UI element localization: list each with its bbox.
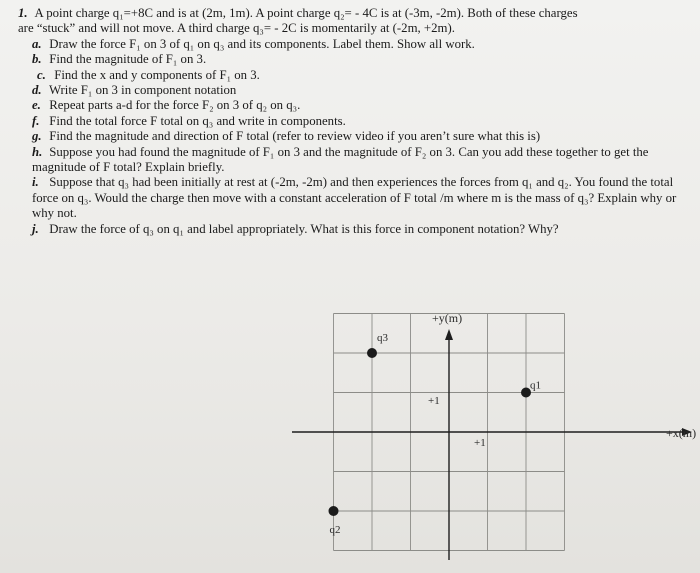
part-label: e. (32, 98, 41, 113)
charge-label-q3: q3 (377, 332, 388, 344)
part-text: Find the x and y components of F₁ on 3. (54, 67, 260, 82)
part-text: Find the magnitude and direction of F total (refer to review video if you aren’t sure what this is) (49, 129, 541, 144)
part-text: Draw the force F₁ on 3 of q₁ on q₃ and its components. Label them. Show all work. (49, 36, 475, 51)
part-text: Find the magnitude of F₁ on 3. (49, 52, 207, 67)
x-tick-label: +1 (474, 437, 486, 449)
part-text: Repeat parts a-d for the force F₂ on 3 of q₂ on q₃. (49, 98, 301, 113)
x-axis-label: +x(m) (666, 426, 697, 440)
part-label: j. (32, 221, 39, 236)
part-label: d. (32, 83, 42, 98)
charge-label-q2: q2 (329, 524, 341, 536)
y-axis-arrow-icon (445, 329, 453, 340)
part-text: Write F₁ on 3 in component notation (48, 83, 237, 98)
charges-layer (329, 332, 542, 536)
part-label: f. (32, 113, 40, 128)
charge-dot-q3 (367, 348, 377, 358)
part-label: c. (37, 67, 46, 82)
y-tick-label: +1 (428, 395, 440, 407)
part-label: a. (32, 36, 42, 51)
part-label: b. (32, 52, 42, 67)
y-axis-label: +y(m) (432, 311, 463, 325)
part-label: i. (32, 175, 39, 190)
charge-label-q1: q1 (530, 379, 541, 392)
part-label: h. (32, 144, 43, 159)
problem-number: 1. (18, 6, 28, 20)
problem-intro-1: A point charge q₁=+8C and is at (2m, 1m). A point charge q₂= - 4C is at (-3m, -2m). Both of these charges (34, 6, 578, 20)
charge-dot-q2 (329, 506, 339, 516)
part-text: Draw the force of q₃ on q₁ and label appropriately. What is this force in component notation? Why? (49, 221, 559, 236)
part-text: Find the total force F total on q₃ and write in components. (49, 113, 346, 128)
part-label: g. (32, 129, 42, 144)
part-text: Suppose you had found the magnitude of F₁ on 3 and the magnitude of F₂ on 3. Can you add these together to get the magnitude of F total? Explain briefly. (32, 144, 649, 175)
part-text: Suppose that q₃ had been initially at rest at (-2m, -2m) and then experiences the forces from q₁ and q₂. You found the total force on q₃. Would the charge then move with a constant acceleration of F total /m where m is the mass of q₃? Explain why or why not. (32, 175, 677, 221)
problem-intro-2: are “stuck” and will not move. A third charge q₃= - 2C is momentarily at (-2m, +2m). (18, 21, 455, 36)
